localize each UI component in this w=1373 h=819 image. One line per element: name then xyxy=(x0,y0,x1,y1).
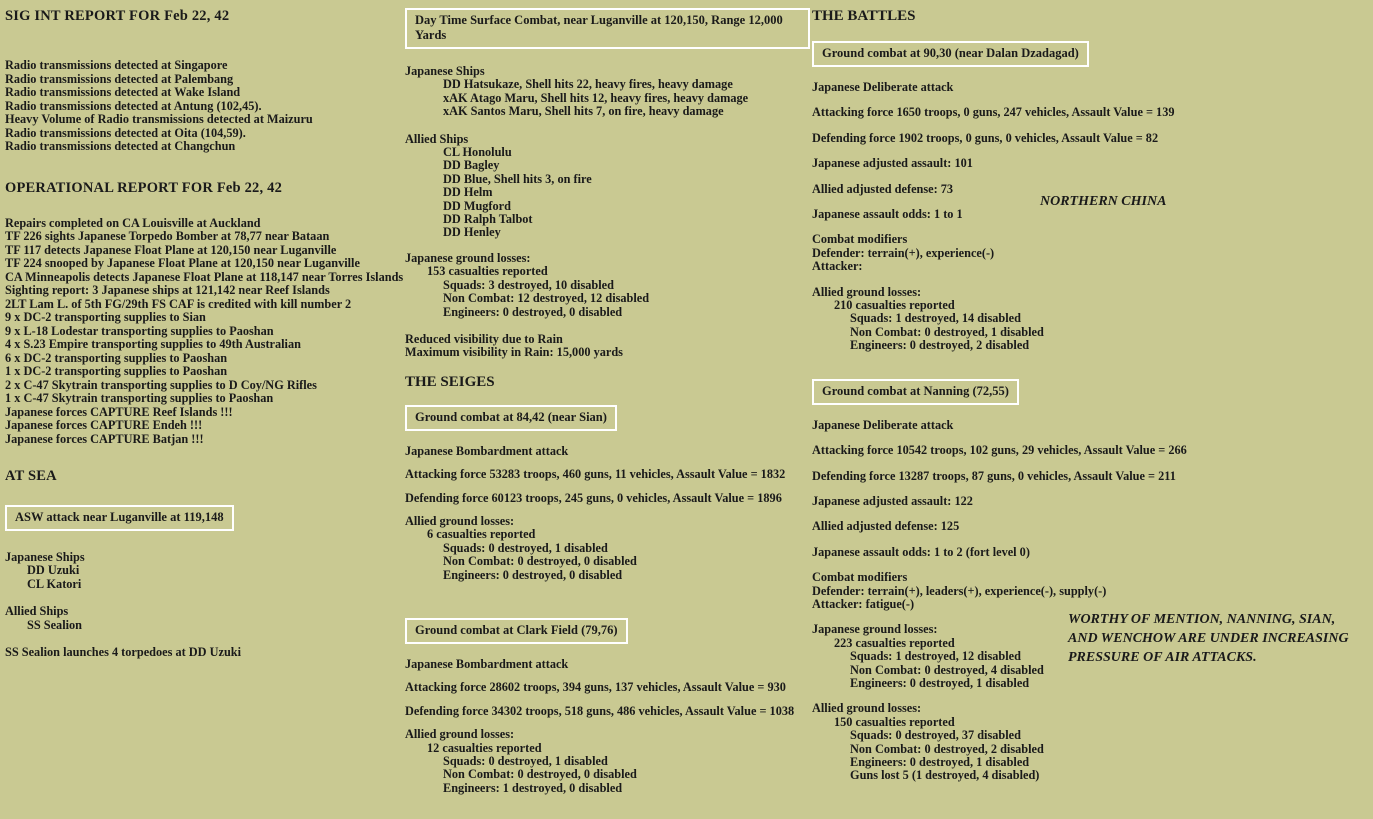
loss-detail: Engineers: 0 destroyed, 1 disabled xyxy=(850,755,1030,769)
battle-1-adjusted-assault: Japanese adjusted assault: 101 xyxy=(812,156,973,171)
battle-2-assault-odds: Japanese assault odds: 1 to 2 (fort level 0) xyxy=(812,544,1030,559)
operational-line: 9 x DC-2 transporting supplies to Sian xyxy=(5,310,206,324)
operational-lines xyxy=(5,215,404,447)
siege-2-defending-force: Defending force 34302 troops, 518 guns, 486 vehicles, Assault Value = 1038 xyxy=(405,703,795,718)
loss-detail: Engineers: 0 destroyed, 1 disabled xyxy=(850,675,1030,690)
battle-2-modifiers-label: Combat modifiers xyxy=(812,570,908,585)
battle-2-attack-type: Japanese Deliberate attack xyxy=(812,417,954,432)
allied-ship: CL Honolulu xyxy=(443,145,512,160)
operational-line: 1 x C-47 Skytrain transporting supplies to Paoshan xyxy=(5,391,274,405)
loss-detail: Squads: 1 destroyed, 14 disabled xyxy=(850,311,1021,326)
battle-2-allied-losses-label: Allied ground losses: xyxy=(812,701,922,716)
loss-detail: Engineers: 1 destroyed, 0 disabled xyxy=(443,780,623,795)
japanese-ship: CL Katori xyxy=(27,576,82,591)
loss-detail: Squads: 3 destroyed, 10 disabled xyxy=(443,277,614,292)
worthy-of-mention-annotation: WORTHY OF MENTION, NANNING, SIAN, AND WENCHOW ARE UNDER INCREASING PRESSURE OF AIR ATTACKS. xyxy=(1068,612,1349,665)
battle-2-attacking-force: Attacking force 10542 troops, 102 guns, 29 vehicles, Assault Value = 266 xyxy=(812,443,1187,458)
operational-line: Repairs completed on CA Louisville at Auckland xyxy=(5,215,261,230)
loss-detail: Guns lost 5 (1 destroyed, 4 disabled) xyxy=(850,768,1040,783)
battle-1-modifiers-label: Combat modifiers xyxy=(812,232,908,247)
battle-2-adjusted-defense: Allied adjusted defense: 125 xyxy=(812,519,960,534)
battle-1-modifier: Attacker: xyxy=(812,259,863,274)
allied-ship: DD Helm xyxy=(443,185,493,200)
japanese-ship: DD Uzuki xyxy=(27,563,80,578)
sigint-line: Radio transmissions detected at Singapore xyxy=(5,58,228,72)
operational-line: TF 226 sights Japanese Torpedo Bomber at 78,77 near Bataan xyxy=(5,229,330,243)
loss-detail: Squads: 0 destroyed, 37 disabled xyxy=(850,728,1021,743)
sigint-lines xyxy=(5,59,400,154)
japanese-ships-label: Japanese Ships xyxy=(405,64,485,78)
japanese-ships-label: Japanese Ships xyxy=(5,550,85,564)
sigint-line: Radio transmissions detected at Antung (102,45). xyxy=(5,98,262,113)
operational-line: TF 117 detects Japanese Float Plane at 120,150 near Luganville xyxy=(5,242,337,257)
battle-1-box: Ground combat at 90,30 (near Dalan Dzadagad) xyxy=(812,41,1089,67)
battles-title: THE BATTLES xyxy=(812,8,916,24)
sigint-line: Radio transmissions detected at Wake Island xyxy=(5,85,241,99)
operational-line: 4 x S.23 Empire transporting supplies to 49th Australian xyxy=(5,337,301,351)
casualties-reported: 223 casualties reported xyxy=(834,635,955,650)
casualties-reported: 6 casualties reported xyxy=(427,527,536,542)
siege-1-attacking-force: Attacking force 53283 troops, 460 guns, 11 vehicles, Assault Value = 1832 xyxy=(405,467,786,482)
battle-2-modifier: Defender: terrain(+), leaders(+), experience(-), supply(-) xyxy=(812,583,1107,598)
loss-detail: Non Combat: 0 destroyed, 0 disabled xyxy=(443,767,637,782)
operational-line: 6 x DC-2 transporting supplies to Paoshan xyxy=(5,350,228,365)
operational-line: CA Minneapolis detects Japanese Float Plane at 118,147 near Torres Islands xyxy=(5,269,404,284)
battle-1-modifier: Defender: terrain(+), experience(-) xyxy=(812,245,995,260)
allied-ship: DD Bagley xyxy=(443,158,500,173)
loss-detail: Engineers: 0 destroyed, 2 disabled xyxy=(850,338,1030,353)
loss-detail: Non Combat: 0 destroyed, 0 disabled xyxy=(443,554,637,569)
siege-2-attacking-force: Attacking force 28602 troops, 394 guns, 137 vehicles, Assault Value = 930 xyxy=(405,680,786,695)
allied-ship: SS Sealion xyxy=(27,617,83,632)
operational-line: Sighting report: 3 Japanese ships at 121,142 near Reef Islands xyxy=(5,283,330,297)
allied-ship: DD Henley xyxy=(443,225,501,240)
siege-1-losses-label: Allied ground losses: xyxy=(405,513,515,528)
casualties-reported: 12 casualties reported xyxy=(427,740,542,755)
battle-2-modifier: Attacker: fatigue(-) xyxy=(812,596,915,611)
japanese-ground-losses-label: Japanese ground losses: xyxy=(405,250,531,265)
operational-line: 2LT Lam L. of 5th FG/29th FS CAF is credited with kill number 2 xyxy=(5,296,352,311)
loss-detail: Squads: 0 destroyed, 1 disabled xyxy=(443,754,608,768)
sieges-title: THE SEIGES xyxy=(405,373,495,390)
operational-report-title: OPERATIONAL REPORT FOR Feb 22, 42 xyxy=(5,179,283,196)
sigint-line: Heavy Volume of Radio transmissions detected at Maizuru xyxy=(5,112,313,126)
loss-detail: Engineers: 0 destroyed, 0 disabled xyxy=(443,567,623,582)
battle-2-adjusted-assault: Japanese adjusted assault: 122 xyxy=(812,493,973,508)
loss-detail: Non Combat: 0 destroyed, 4 disabled xyxy=(850,662,1044,677)
northern-china-annotation: NORTHERN CHINA xyxy=(1040,194,1167,209)
battle-1-defending-force: Defending force 1902 troops, 0 guns, 0 vehicles, Assault Value = 82 xyxy=(812,130,1159,145)
battle-1-attacking-force: Attacking force 1650 troops, 0 guns, 247 vehicles, Assault Value = 139 xyxy=(812,105,1175,120)
loss-detail: Squads: 0 destroyed, 1 disabled xyxy=(443,540,608,555)
loss-detail: Squads: 1 destroyed, 12 disabled xyxy=(850,649,1021,664)
sigint-line: Radio transmissions detected at Changchun xyxy=(5,139,236,153)
operational-line: Japanese forces CAPTURE Reef Islands !!! xyxy=(5,404,233,419)
left-column xyxy=(0,0,404,660)
siege-1-defending-force: Defending force 60123 troops, 245 guns, 0 vehicles, Assault Value = 1896 xyxy=(405,490,782,505)
torpedo-launch-line: SS Sealion launches 4 torpedoes at DD Uzuki xyxy=(5,645,242,660)
battle-2-japanese-losses-label: Japanese ground losses: xyxy=(812,622,938,637)
battle-1-assault-odds: Japanese assault odds: 1 to 1 xyxy=(812,207,963,222)
casualties-reported: 153 casualties reported xyxy=(427,264,548,279)
allied-ship: DD Blue, Shell hits 3, on fire xyxy=(443,171,592,186)
allied-ships-label: Allied Ships xyxy=(5,604,69,619)
battle-1-adjusted-defense: Allied adjusted defense: 73 xyxy=(812,181,954,196)
battle-1-losses-label: Allied ground losses: xyxy=(812,284,922,299)
battle-2-defending-force: Defending force 13287 troops, 87 guns, 0 vehicles, Assault Value = 211 xyxy=(812,468,1176,483)
allied-ship: DD Ralph Talbot xyxy=(443,212,533,227)
surface-combat-box: Day Time Surface Combat, near Luganville at 120,150, Range 12,000 Yards xyxy=(405,8,810,49)
allied-ship: DD Mugford xyxy=(443,198,511,213)
middle-column xyxy=(405,0,810,795)
operational-line: Japanese forces CAPTURE Batjan !!! xyxy=(5,431,204,446)
japanese-ship: DD Hatsukaze, Shell hits 22, heavy fires, heavy damage xyxy=(443,77,733,92)
visibility-line: Maximum visibility in Rain: 15,000 yards xyxy=(405,345,623,360)
sigint-line: Radio transmissions detected at Palembang xyxy=(5,71,234,86)
battle-2-box: Ground combat at Nanning (72,55) xyxy=(812,379,1019,405)
siege-2-losses-label: Allied ground losses: xyxy=(405,727,515,742)
at-sea-title: AT SEA xyxy=(5,468,57,484)
battle-1-attack-type: Japanese Deliberate attack xyxy=(812,80,954,94)
sigint-line: Radio transmissions detected at Oita (104,59). xyxy=(5,125,246,140)
japanese-ship: xAK Santos Maru, Shell hits 7, on fire, heavy damage xyxy=(443,104,724,119)
operational-line: 2 x C-47 Skytrain transporting supplies to D Coy/NG Rifles xyxy=(5,377,317,392)
operational-line: 9 x L-18 Lodestar transporting supplies to Paoshan xyxy=(5,323,274,338)
visibility-line: Reduced visibility due to Rain xyxy=(405,331,563,346)
loss-detail: Engineers: 0 destroyed, 0 disabled xyxy=(443,304,623,319)
siege-1-box: Ground combat at 84,42 (near Sian) xyxy=(405,405,617,431)
japanese-ship: xAK Atago Maru, Shell hits 12, heavy fires, heavy damage xyxy=(443,90,749,105)
loss-detail: Non Combat: 12 destroyed, 12 disabled xyxy=(443,291,650,306)
siege-2-attack-type: Japanese Bombardment attack xyxy=(405,656,569,671)
loss-detail: Non Combat: 0 destroyed, 1 disabled xyxy=(850,324,1044,339)
sigint-report-title: SIG INT REPORT FOR Feb 22, 42 xyxy=(5,8,230,24)
casualties-reported: 150 casualties reported xyxy=(834,714,955,729)
siege-2-box: Ground combat at Clark Field (79,76) xyxy=(405,618,628,644)
siege-1-attack-type: Japanese Bombardment attack xyxy=(405,443,569,458)
allied-ships-label: Allied Ships xyxy=(405,131,469,146)
loss-detail: Non Combat: 0 destroyed, 2 disabled xyxy=(850,741,1044,756)
operational-line: 1 x DC-2 transporting supplies to Paoshan xyxy=(5,364,228,378)
asw-attack-box: ASW attack near Luganville at 119,148 xyxy=(5,505,234,531)
operational-line: TF 224 snooped by Japanese Float Plane at 120,150 near Luganville xyxy=(5,256,360,270)
operational-line: Japanese forces CAPTURE Endeh !!! xyxy=(5,418,203,432)
casualties-reported: 210 casualties reported xyxy=(834,298,955,313)
